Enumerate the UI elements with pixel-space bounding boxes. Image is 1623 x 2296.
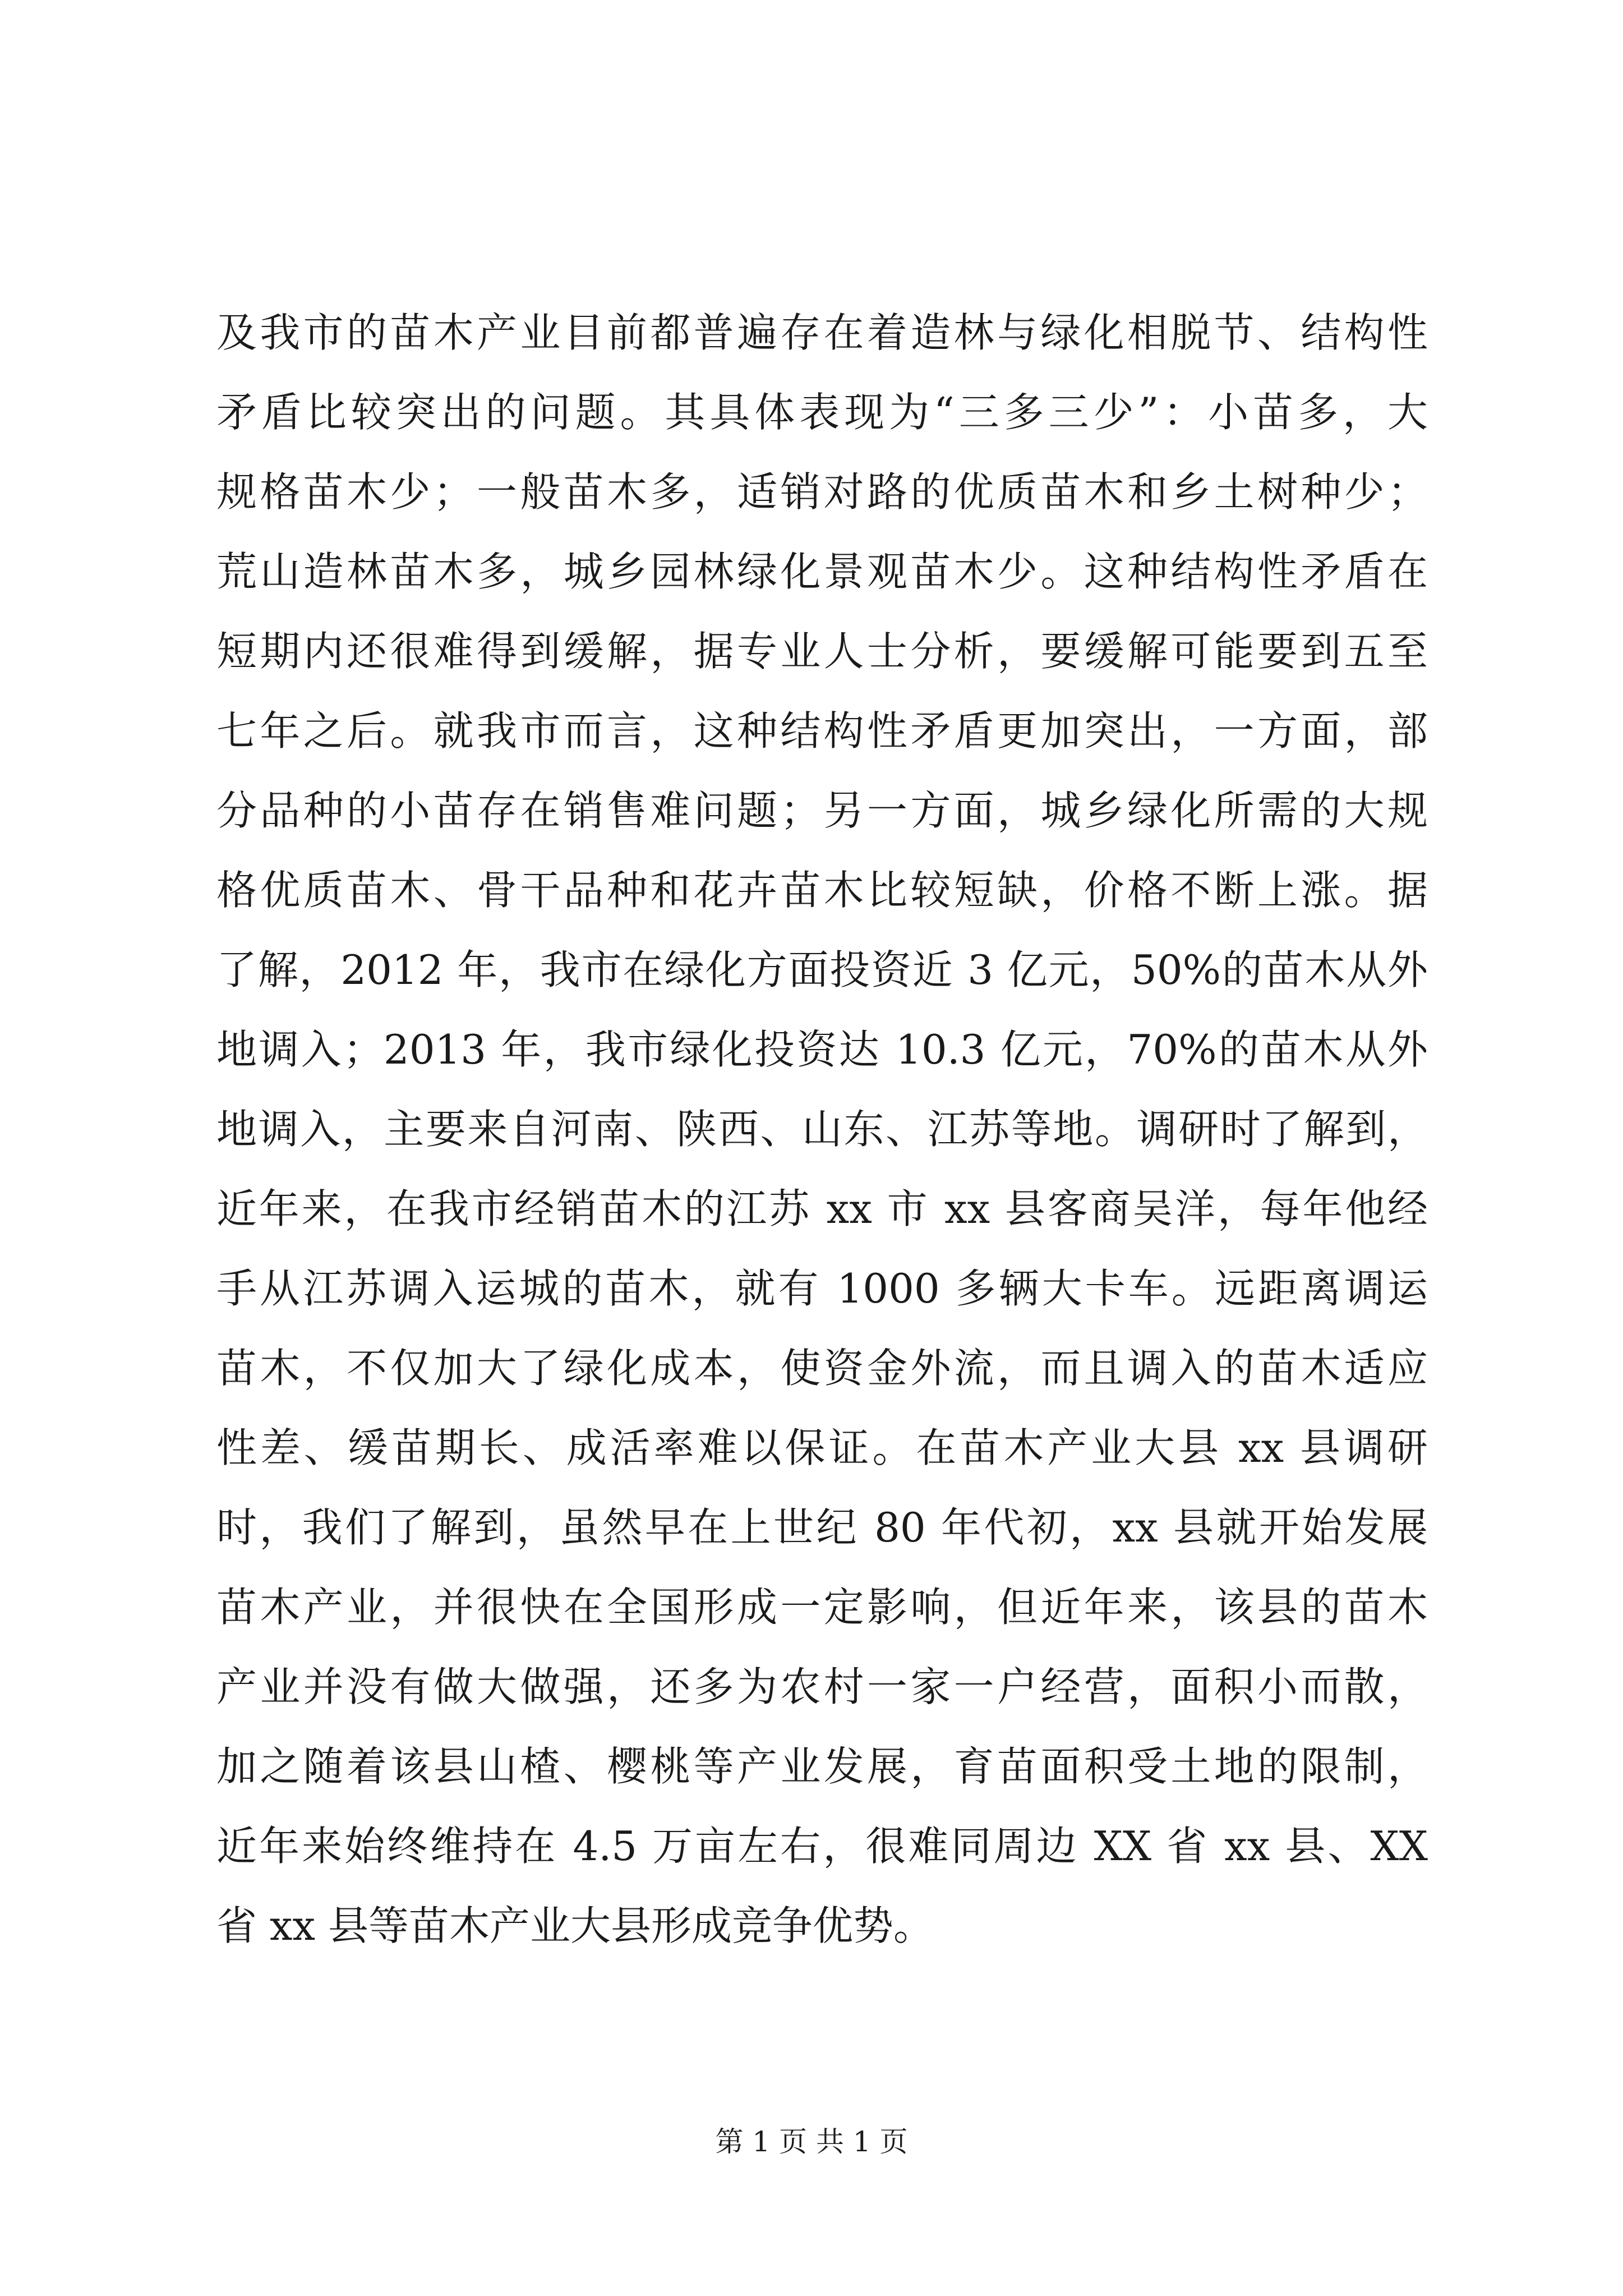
paragraph-line-20: 近年来始终维持在 4.5 万亩左右，很难同周边 XX 省 xx 县、XX <box>216 1823 1428 1870</box>
paragraph-line-11: 地调入，主要来自河南、陕西、山东、江苏等地。调研时了解到， <box>216 1106 1428 1153</box>
paragraph-line-19: 加之随着该县山楂、樱桃等产业发展，育苗面积受土地的限制， <box>216 1743 1428 1790</box>
paragraph-line-17: 苗木产业，并很快在全国形成一定影响，但近年来，该县的苗木 <box>216 1584 1428 1631</box>
paragraph-line-8: 格优质苗木、骨干品种和花卉苗木比较短缺，价格不断上涨。据 <box>216 867 1428 914</box>
paragraph-line-2: 矛盾比较突出的问题。其具体表现为“三多三少”：小苗多，大 <box>216 389 1428 436</box>
paragraph-line-7: 分品种的小苗存在销售难问题；另一方面，城乡绿化所需的大规 <box>216 787 1428 834</box>
paragraph-line-1: 及我市的苗木产业目前都普遍存在着造林与绿化相脱节、结构性 <box>216 309 1428 356</box>
paragraph-line-5: 短期内还很难得到缓解，据专业人士分析，要缓解可能要到五至 <box>216 628 1428 675</box>
paragraph-line-14: 苗木，不仅加大了绿化成本，使资金外流，而且调入的苗木适应 <box>216 1345 1428 1392</box>
paragraph-line-6: 七年之后。就我市而言，这种结构性矛盾更加突出，一方面，部 <box>216 707 1428 754</box>
paragraph-line-15: 性差、缓苗期长、成活率难以保证。在苗木产业大县 xx 县调研 <box>216 1424 1428 1471</box>
paragraph-line-12: 近年来，在我市经销苗木的江苏 xx 市 xx 县客商吴洋，每年他经 <box>216 1185 1428 1232</box>
paragraph-line-10: 地调入；2013 年，我市绿化投资达 10.3 亿元，70%的苗木从外 <box>216 1026 1428 1073</box>
body-paragraph <box>216 293 1428 1966</box>
paragraph-line-13: 手从江苏调入运城的苗木，就有 1000 多辆大卡车。远距离调运 <box>216 1265 1428 1312</box>
paragraph-line-16: 时，我们了解到，虽然早在上世纪 80 年代初，xx 县就开始发展 <box>216 1504 1428 1551</box>
paragraph-line-4: 荒山造林苗木多，城乡园林绿化景观苗木少。这种结构性矛盾在 <box>216 548 1428 595</box>
paragraph-line-21: 省 xx 县等苗木产业大县形成竞争优势。 <box>216 1902 934 1949</box>
page-footer: 第 1 页 共 1 页 <box>715 2125 908 2158</box>
paragraph-line-9: 了解，2012 年，我市在绿化方面投资近 3 亿元，50%的苗木从外 <box>216 946 1428 993</box>
paragraph-line-3: 规格苗木少；一般苗木多，适销对路的优质苗木和乡土树种少； <box>216 468 1428 516</box>
paragraph-line-18: 产业并没有做大做强，还多为农村一家一户经营，面积小而散， <box>216 1663 1428 1710</box>
